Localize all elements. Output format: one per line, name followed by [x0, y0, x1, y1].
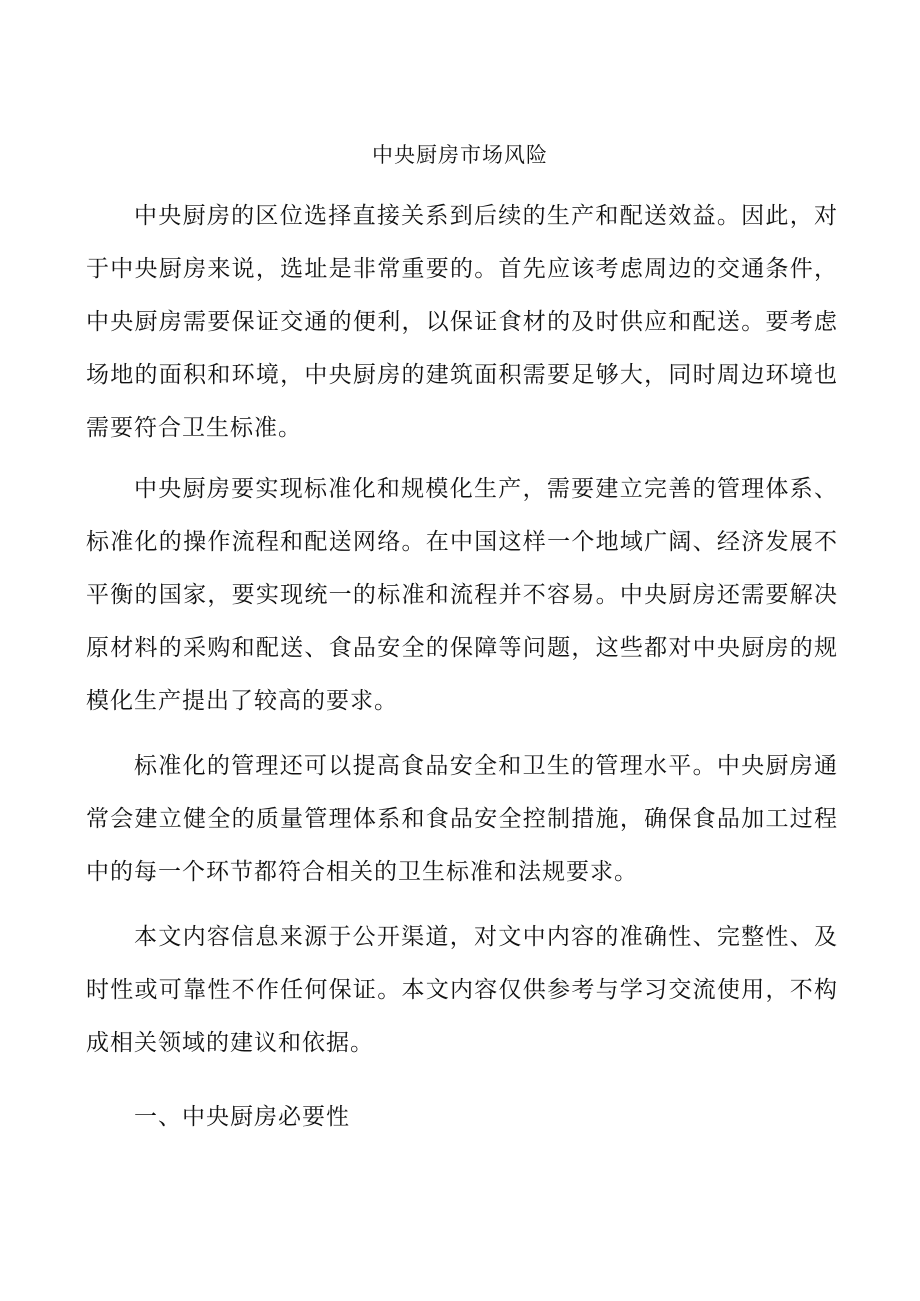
- paragraph-site-selection: 中央厨房的区位选择直接关系到后续的生产和配送效益。因此，对于中央厨房来说，选址是非常重要的。首先应该考虑周边的交通条件，中央厨房需要保证交通的便利，以保证食材的及时供应和配送。要考虑场地的面积和环境，中央厨房的建筑面积需要足够大，同时周边环境也需要符合卫生标准。: [86, 203, 838, 441]
- paragraph-food-safety: 标准化的管理还可以提高食品安全和卫生的管理水平。中央厨房通常会建立健全的质量管理体系和食品安全控制措施，确保食品加工过程中的每一个环节都符合相关的卫生标准和法规要求。: [86, 753, 838, 885]
- document-title: 中央厨房市场风险: [372, 143, 548, 167]
- paragraph-standardization: 中央厨房要实现标准化和规模化生产，需要建立完善的管理体系、标准化的操作流程和配送网络。在中国这样一个地域广阔、经济发展不平衡的国家，要实现统一的标准和流程并不容易。中央厨房还需要解决原材料的采购和配送、食品安全的保障等问题，这些都对中央厨房的规模化生产提出了较高的要求。: [86, 476, 838, 714]
- paragraph-disclaimer: 本文内容信息来源于公开渠道，对文中内容的准确性、完整性、及时性或可靠性不作任何保证。本文内容仅供参考与学习交流使用，不构成相关领域的建议和依据。: [86, 924, 838, 1056]
- section-heading: 一、中央厨房必要性: [134, 1104, 350, 1130]
